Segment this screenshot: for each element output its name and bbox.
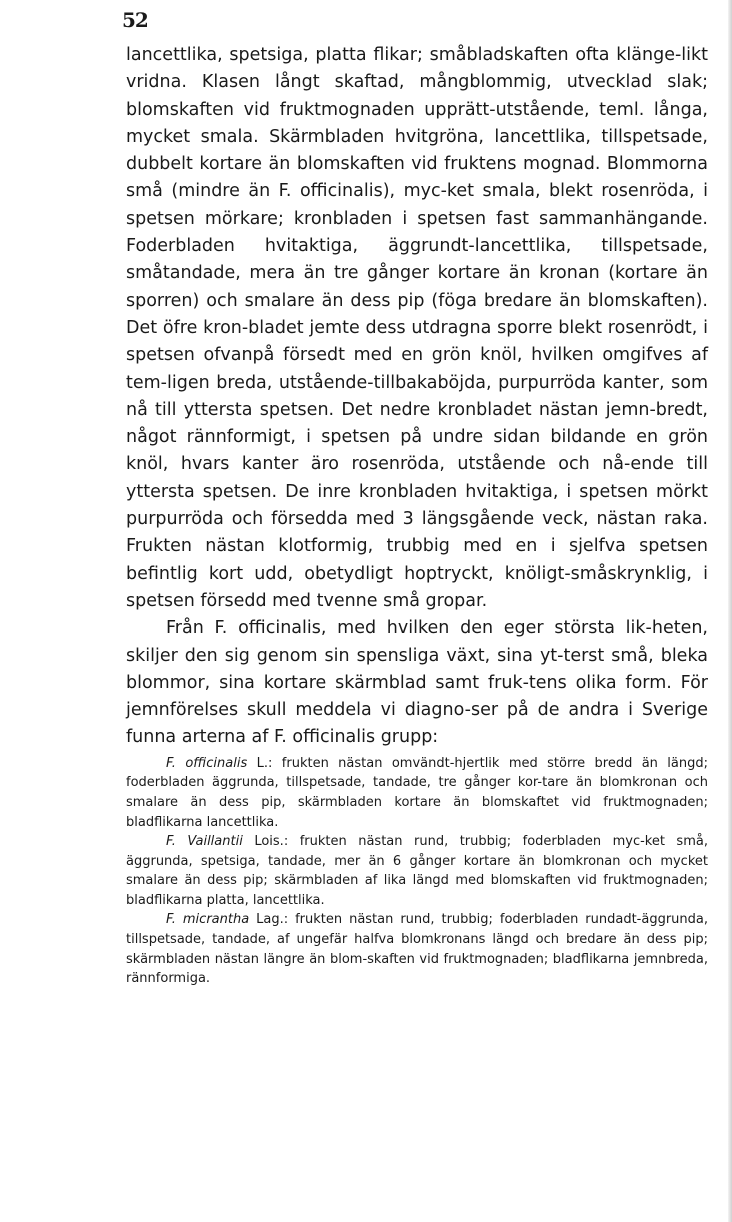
species-diagnoses (126, 754, 708, 989)
species-author: L.: (256, 755, 273, 771)
diagnosis-micrantha (126, 910, 708, 988)
species-name: F. micrantha (166, 912, 250, 928)
species-text: frukten nästan rund, trubbig; foderbladen rundadt-äggrunda, tillspetsade, tandade, af ungefär halfva blomkronans längd och bredare än dess pip; skärmbladen nästan längre än blom-skaften vid fruktmognaden; bladflikarna jemnbreda, rännformiga. (126, 912, 708, 987)
diagnosis-officinalis (126, 754, 708, 832)
species-text: frukten nästan rund, trubbig; foderbladen myc-ket små, äggrunda, spetsiga, tandade, mer än 6 gånger kortare än blomkronan och mycket smalare än dess pip; skärmbladen af lika längd med blomskaften vid fruktmognaden; bladflikarna platta, lancettlika. (126, 834, 708, 908)
paragraph-comparison: Från F. officinalis, med hvilken den eger största lik-heten, skiljer den sig genom sin spensliga växt, sina yt-terst små, bleka blommor, sina kortare skärmblad samt fruk-tens olika form. För jemnförelses skull meddela vi diagno-ser på de andra i Sverige funna arterna af F. officinalis grupp: (126, 618, 708, 748)
species-author: Lois.: (254, 834, 289, 850)
species-author: Lag.: (256, 912, 289, 928)
text-block (126, 42, 708, 989)
species-name: F. officinalis (166, 755, 248, 771)
page-edge-shadow (728, 0, 732, 1222)
page-number: 52 (122, 8, 148, 32)
species-name: F. Vaillantii (166, 834, 243, 850)
main-text (126, 42, 708, 752)
species-text: frukten nästan omvändt-hjertlik med större bredd än längd; foderbladen äggrunda, tillspetsade, tandade, tre gånger kor-tare än blomkronan och smalare än dess pip, skärmbladen kortare än blomskaftet vid fruktmognaden; bladflikarna lancettlika. (126, 755, 708, 830)
diagnosis-vaillantii (126, 832, 708, 910)
paragraph-description: lancettlika, spetsiga, platta flikar; småbladskaften ofta klänge-likt vridna. Klasen långt skaftad, mångblommig, utvecklad slak; blomskaften vid fruktmognaden upprätt-utstående, teml. långa, mycket smala. Skärmbladen hvitgröna, lancettlika, tillspetsade, dubbelt kortare än blomskaften vid fruktens mognad. Blommorna små (mindre än F. officinalis), myc-ket smala, blekt rosenröda, i spetsen mörkare; kronbladen i spetsen fast sammanhängande. Foderbladen hvitaktiga, äggrundt-lancettlika, tillspetsade, småtandade, mera än tre gånger kortare än kronan (kortare än sporren) och smalare än dess pip (föga bredare än blomskaften). Det öfre kron-bladet jemte dess utdragna sporre blekt rosenrödt, i spetsen ofvanpå försedt med en grön knöl, hvilken omgifves af tem-ligen breda, utstående-tillbakaböjda, purpurröda kanter, som nå till yttersta spetsen. Det nedre kronbladet nästan jemn-bredt, något rännformigt, i spetsen på undre sidan bildande en grön knöl, hvars kanter äro rosenröda, utstående och nå-ende till yttersta spetsen. De inre kronbladen hvitaktiga, i spetsen mörkt purpurröda och försedda med 3 längsgående veck, nästan raka. Frukten nästan klotformig, trubbig med en i sjelfva spetsen befintlig kort udd, obetydligt hoptryckt, knöligt-småskrynklig, i spetsen försedd med tvenne små gropar. (126, 45, 708, 611)
